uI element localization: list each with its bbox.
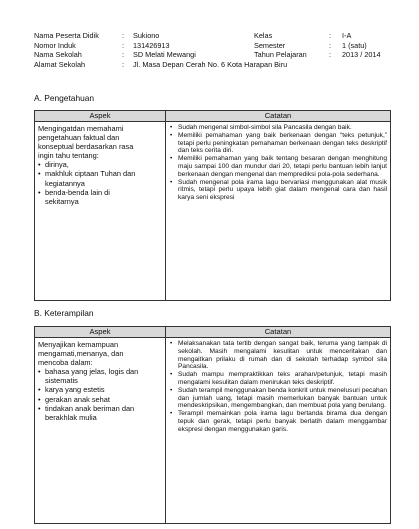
- section-title-keterampilan: B. Keterampilan: [34, 308, 94, 318]
- aspect-list: [38, 367, 162, 422]
- keterampilan-table: [34, 326, 391, 524]
- student-info-labels: [34, 31, 99, 69]
- info-label: Nama Sekolah: [34, 50, 82, 59]
- note-item: • Terampil memainkan pola irama lagu bertanda birama dua dengan tepuk dan gerak, tetapi perlu banyak berlatih dalam menggambar ekspresi dengan menggunakan garis.: [178, 410, 387, 433]
- pengetahuan-table: [34, 110, 391, 301]
- student-info-colons: [122, 31, 124, 69]
- student-info-colons-right: [329, 31, 331, 60]
- info-value: 1 (satu): [342, 40, 367, 50]
- aspect-line: mencoba dalam:: [38, 358, 93, 368]
- note-item: • Sudah mengenal pola irama lagu bervariasi menggunakan alat musik ritmis, tetapi perlu upaya lebih giat dalam mengenal cara dan hasil karya seni ekspresi: [178, 179, 387, 202]
- notes-cell: [166, 338, 391, 524]
- aspect-item: • benda-benda lain di sekitarnya: [45, 188, 162, 206]
- info-value: 131426913: [133, 40, 170, 50]
- aspect-cell: [35, 122, 166, 301]
- info-value: SD Melati Mewangi: [133, 50, 196, 59]
- notes-list: [169, 340, 387, 434]
- info-value: Jl. Masa Depan Cerah No. 6 Kota Harapan Biru: [133, 59, 288, 69]
- info-value: Sukiono: [133, 31, 160, 40]
- note-item: • Sudah mengenal simbol-simbol sila Pancasila dengan baik.: [178, 124, 387, 132]
- aspect-item: • gerakan anak sehat: [45, 395, 162, 404]
- column-header-catatan: Catatan: [166, 327, 391, 338]
- aspect-list: [38, 160, 162, 205]
- aspect-item: • makhluk ciptaan Tuhan dan kegiatannya: [45, 169, 162, 187]
- aspect-line: mengamati,menanya, dan: [38, 349, 124, 359]
- info-colon: :: [329, 40, 332, 50]
- aspect-line: konseptual berdasarkan rasa: [38, 142, 134, 152]
- note-item: • Memiliki pemahaman yang baik berkenaan dengan “teks petunjuk,” tetapi perlu peningkatan pemahaman berkenaan dengan teks deskriptif dan teks cerita diri.: [178, 132, 387, 155]
- column-header-catatan: Catatan: [166, 111, 391, 122]
- info-colon: :: [329, 31, 332, 40]
- note-item: • Melaksanakan tata tertib dengan sangat baik, teruma yang tampak di sekolah. Masih mengalami kesulitan untuk menceritakan dan mengaitkan prilaku di rumah dan di sekolah terhadap symbol sila Pancasila.: [178, 340, 387, 371]
- aspect-item: • tindakan anak beriman dan berakhlak mulia: [45, 404, 162, 422]
- info-colon: :: [122, 50, 125, 59]
- aspect-cell: [35, 338, 166, 524]
- aspect-item: • bahasa yang jelas, logis dan sistematis: [45, 367, 162, 385]
- info-colon: :: [329, 50, 332, 59]
- info-colon: :: [122, 40, 125, 50]
- section-title-pengetahuan: A. Pengetahuan: [34, 93, 95, 103]
- info-colon: :: [122, 31, 125, 40]
- column-header-aspek: Aspek: [35, 111, 166, 122]
- note-item: • Sudah terampil menggunakan benda konkrit untuk menelusuri pecahan dan jumlah uang, tetapi masih memerlukan banyak bantuan untuk mendeskripsikan, mengembangkan, dan membuat pola yang berulang.: [178, 387, 387, 410]
- aspect-item: • karya yang estetis: [45, 385, 162, 394]
- info-label: Kelas: [254, 31, 273, 40]
- aspect-item: • dirinya,: [45, 160, 162, 169]
- note-item: • Memiliki pemahaman yang baik tentang besaran dengan menghitung maju sampai 100 dan mundur dari 20, tetapi perlu bantuan lebih lanjut berkenaan dengan mengenal dan memprediksi pola-pola sederhana.: [178, 155, 387, 178]
- student-info-labels-right: [254, 31, 307, 60]
- column-header-aspek: Aspek: [35, 327, 166, 338]
- notes-cell: [166, 122, 391, 301]
- notes-list: [169, 124, 387, 202]
- note-item: • Sudah mampu mempraktikkan teks arahan/petunjuk, tetapi masih mengalami kesulitan dalam menirukan teks deskriptif.: [178, 371, 387, 387]
- aspect-line: Mengingatdan memahami: [38, 124, 124, 133]
- aspect-line: ingin tahu tentang:: [38, 151, 99, 161]
- info-value: 2013 / 2014: [342, 50, 381, 59]
- student-info-values-right: [342, 31, 381, 60]
- info-label: Nomor Induk: [34, 40, 76, 50]
- aspect-line: pengetahuan faktual dan: [38, 133, 120, 143]
- aspect-line: Menyajikan kemampuan: [38, 340, 119, 349]
- info-value: I-A: [342, 31, 352, 40]
- info-label: Semester: [254, 40, 286, 50]
- info-label: Nama Peserta Didik: [34, 31, 99, 40]
- info-label: Tahun Pelajaran: [254, 50, 307, 59]
- info-colon: :: [122, 59, 125, 69]
- info-label: Alamat Sekolah: [34, 59, 86, 69]
